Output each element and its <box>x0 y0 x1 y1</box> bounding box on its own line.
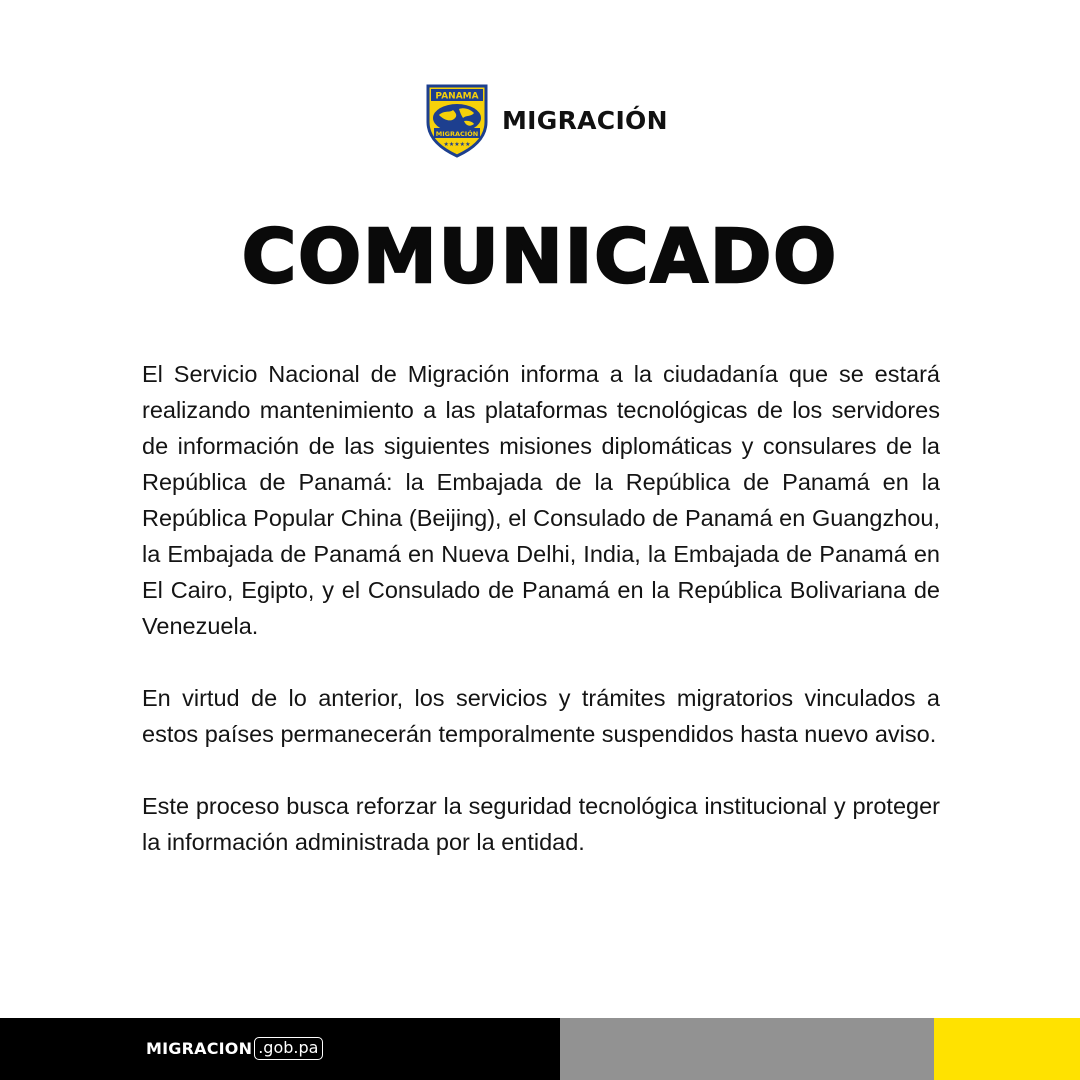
migracion-logo <box>424 82 668 158</box>
communique-body <box>142 356 940 896</box>
badge-top-text: PANAMA <box>435 91 479 102</box>
paragraph-3: Este proceso busca reforzar la seguridad tecnológica institucional y proteger la información administrada por la entidad. <box>142 793 940 855</box>
paragraph-2: En virtud de lo anterior, los servicios y trámites migratorios vinculados a estos países permanecerán temporalmente suspendidos hasta nuevo aviso. <box>142 685 940 747</box>
footer-bar <box>0 1018 1080 1080</box>
footer-gray-segment <box>560 1018 934 1080</box>
footer-yellow-segment <box>934 1018 1080 1080</box>
badge-stars-icon: ★★★★★ <box>443 141 471 148</box>
footer-black-segment <box>0 1018 560 1080</box>
footer-site-main: MIGRACION <box>146 1039 253 1058</box>
footer-website <box>146 1037 323 1060</box>
migracion-badge-icon <box>424 82 490 158</box>
paragraph-1: El Servicio Nacional de Migración informa a la ciudadanía que se estará realizando mantenimiento a las plataformas tecnológicas de los servidores de información de las siguientes misiones diplomáticas y consulares de la República de Panamá: la Embajada de la República de Panamá en la República Popular China (Beijing), el Consulado de Panamá en Guangzhou, la Embajada de Panamá en Nueva Delhi, India, la Embajada de Panamá en El Cairo, Egipto, y el Consulado de Panamá en la República Bolivariana de Venezuela. <box>142 361 940 639</box>
logo-wordmark: MIGRACIÓN <box>502 105 668 135</box>
footer-site-domain: .gob.pa <box>254 1037 323 1060</box>
page-title: COMUNICADO <box>241 214 839 300</box>
badge-band-text: MIGRACIÓN <box>435 130 479 138</box>
